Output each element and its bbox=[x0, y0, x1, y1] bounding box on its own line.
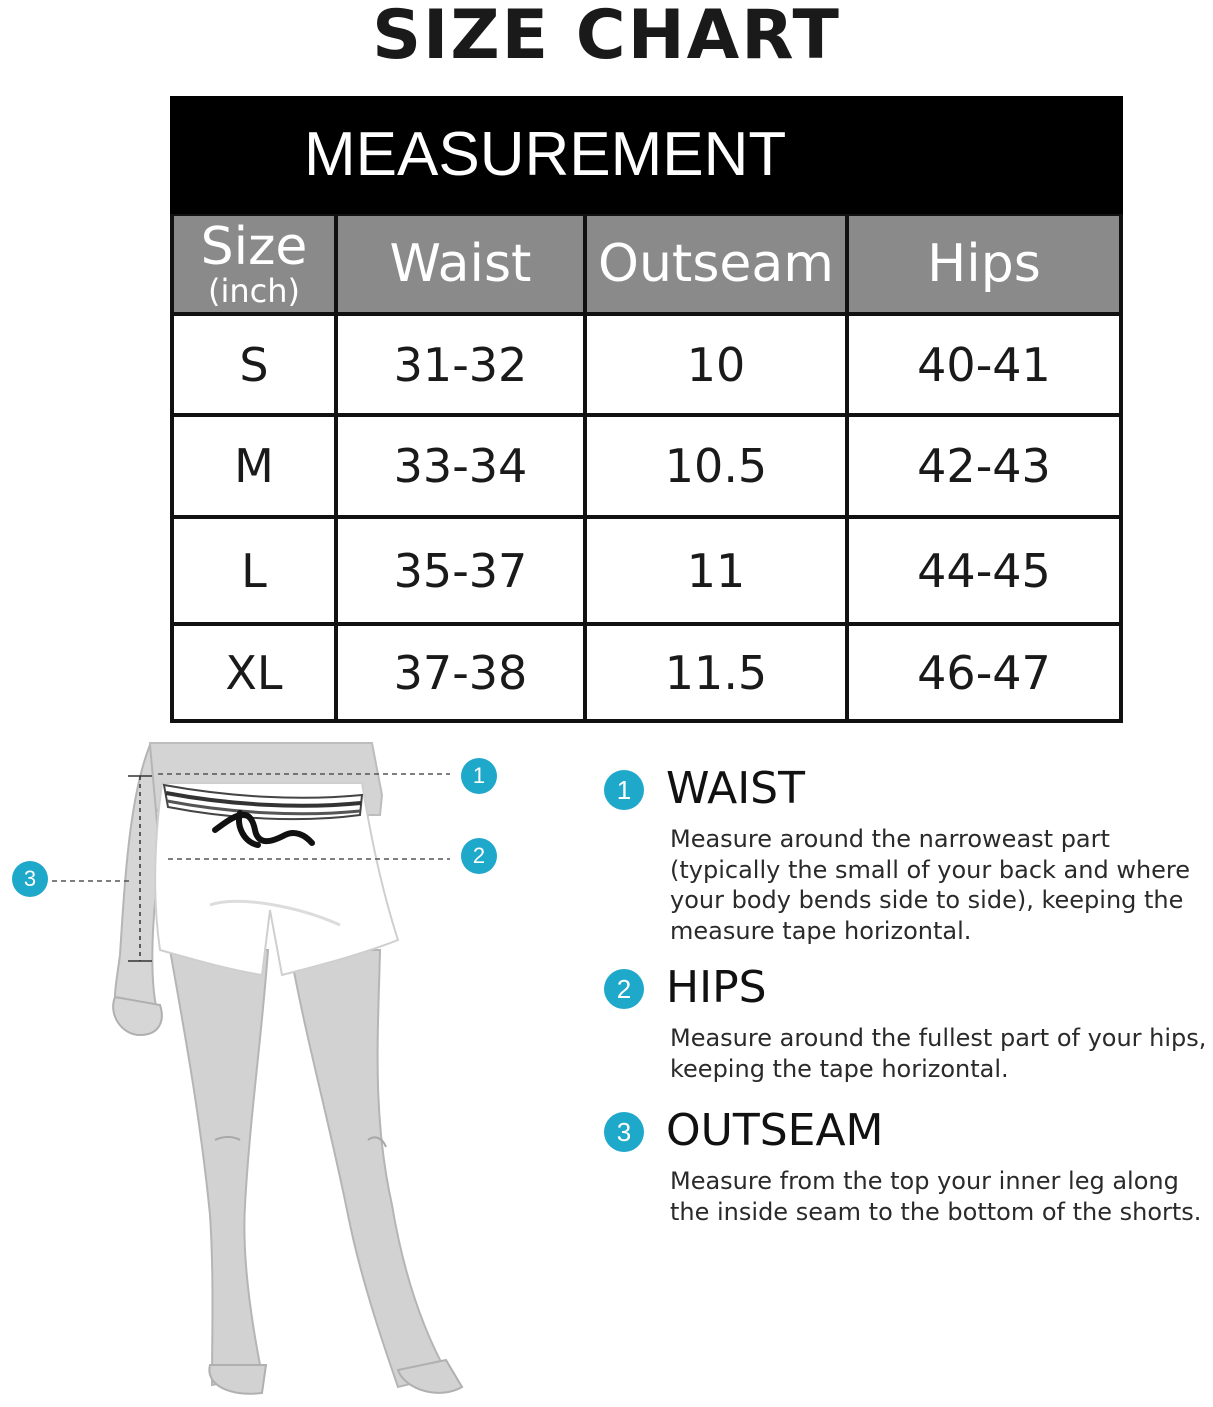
table-cell-outseam: 11 bbox=[587, 519, 845, 622]
table-cell-waist: 37-38 bbox=[338, 626, 583, 719]
header-outseam: Outseam bbox=[587, 216, 845, 312]
table-cell-waist: 33-34 bbox=[338, 417, 583, 515]
table-cell-waist: 31-32 bbox=[338, 316, 583, 413]
header-size-unit: (inch) bbox=[207, 272, 300, 310]
guide-number-badge: 3 bbox=[604, 1112, 644, 1152]
table-cell-hips: 46-47 bbox=[849, 626, 1119, 719]
guide-number-badge: 2 bbox=[604, 969, 644, 1009]
guide-description: Measure around the fullest part of your hips, keeping the tape horizontal. bbox=[670, 1024, 1207, 1083]
table-cell-outseam: 11.5 bbox=[587, 626, 845, 719]
marker-2-hips: 2 bbox=[461, 838, 497, 874]
guide-waist bbox=[600, 763, 1213, 948]
table-cell-size: M bbox=[174, 417, 334, 515]
guide-heading: WAIST bbox=[666, 763, 805, 814]
marker-1-waist: 1 bbox=[461, 758, 497, 794]
table-cell-size: XL bbox=[174, 626, 334, 719]
guide-description: Measure around the narroweast part (typically the small of your back and where your body bends side to side), keeping the measure tape horizontal. bbox=[670, 825, 1191, 945]
table-banner-label: MEASUREMENT bbox=[304, 120, 787, 189]
guide-hips bbox=[600, 962, 1213, 1087]
guide-description: Measure from the top your inner leg along the inside seam to the bottom of the shorts. bbox=[670, 1167, 1202, 1226]
page-title: SIZE CHART bbox=[372, 0, 841, 75]
table-cell-size: L bbox=[174, 519, 334, 622]
table-cell-hips: 42-43 bbox=[849, 417, 1119, 515]
guide-number-badge: 1 bbox=[604, 770, 644, 810]
table-cell-hips: 40-41 bbox=[849, 316, 1119, 413]
table-cell-outseam: 10 bbox=[587, 316, 845, 413]
table-cell-outseam: 10.5 bbox=[587, 417, 845, 515]
guide-outseam bbox=[600, 1105, 1213, 1230]
header-hips: Hips bbox=[849, 216, 1119, 312]
size-table bbox=[170, 96, 1123, 723]
body-illustration bbox=[0, 735, 560, 1403]
header-waist: Waist bbox=[338, 216, 583, 312]
table-grid bbox=[170, 214, 1123, 723]
guide-heading: OUTSEAM bbox=[666, 1105, 884, 1156]
guide-heading: HIPS bbox=[666, 962, 767, 1013]
header-size bbox=[174, 216, 334, 312]
table-cell-size: S bbox=[174, 316, 334, 413]
table-banner bbox=[170, 96, 1123, 214]
marker-3-outseam: 3 bbox=[12, 861, 48, 897]
table-cell-hips: 44-45 bbox=[849, 519, 1119, 622]
table-cell-waist: 35-37 bbox=[338, 519, 583, 622]
header-size-label: Size bbox=[200, 217, 308, 277]
shorts-figure-drawing bbox=[0, 735, 560, 1403]
